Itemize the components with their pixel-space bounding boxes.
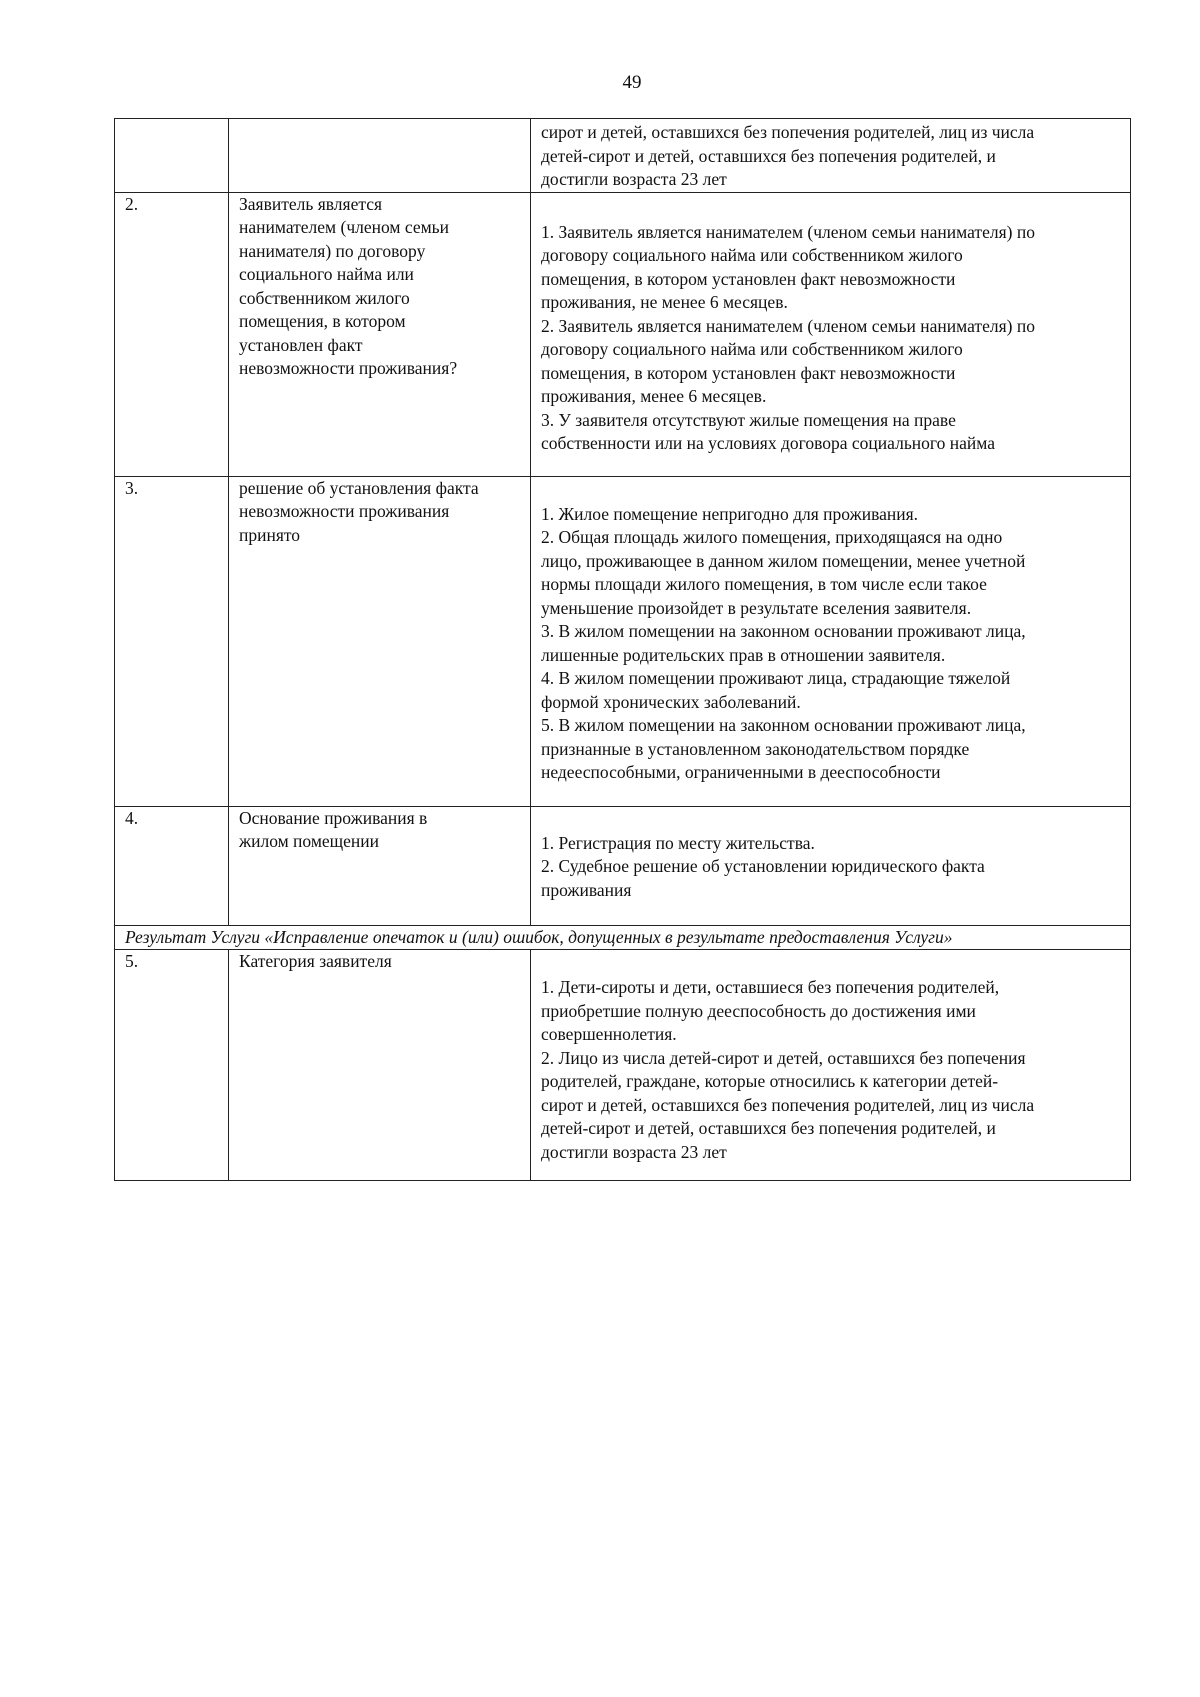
criterion-value-line: достигли возраста 23 лет [541, 1141, 727, 1162]
criterion-value-line: нормы площади жилого помещения, в том числе если такое [541, 574, 987, 594]
criterion-value-line: приобретшие полную дееспособность до достижения ими [541, 1000, 976, 1021]
criterion-label [229, 192, 531, 476]
criterion-value-line: 1. Жилое помещение непригодно для проживания. [541, 503, 919, 524]
criterion-label-line: установлен факт [239, 334, 363, 355]
criterion-value-line: 1. Регистрация по месту жительства. [541, 832, 815, 853]
criterion-label-line: Категория заявителя [239, 951, 392, 971]
criterion-value-line: проживания, не менее 6 месяцев. [541, 292, 788, 312]
criterion-value-line: договору социального найма или собственником жилого [541, 245, 963, 265]
criterion-value-line: лишенные родительских прав в отношении заявителя. [541, 644, 946, 665]
criterion-value-line: сирот и детей, оставшихся без попечения родителей, лиц из числа [541, 122, 1035, 142]
table-row [115, 950, 1131, 1181]
criterion-label-line: невозможности проживания? [239, 358, 458, 378]
criterion-label [229, 950, 531, 1181]
criterion-label-line: собственником жилого [239, 287, 410, 308]
criterion-label-line: невозможности проживания [239, 501, 450, 521]
criterion-value-line: недееспособными, ограниченными в дееспособности [541, 762, 941, 782]
criterion-value-line: договору социального найма или собственником жилого [541, 339, 963, 359]
section-header-row [115, 925, 1131, 950]
criterion-label-line: Заявитель является [239, 193, 383, 214]
criterion-value-line: достигли возраста 23 лет [541, 169, 727, 189]
table-row [115, 806, 1131, 925]
criterion-label-line: помещения, в котором [239, 311, 406, 331]
table-row [115, 192, 1131, 476]
section-title: Результат Услуги «Исправление опечаток и (или) ошибок, допущенных в результате предоставления Услуги» [115, 925, 1131, 950]
criterion-value-line: детей-сирот и детей, оставшихся без попечения родителей, и [541, 1118, 996, 1138]
criterion-label-line: нанимателя) по договору [239, 240, 426, 261]
criterion-label [229, 119, 531, 193]
criterion-value-line: 5. В жилом помещении на законном основании проживают лица, [541, 715, 1026, 735]
criterion-values [531, 119, 1131, 193]
criterion-value-line: 1. Дети-сироты и дети, оставшиеся без попечения родителей, [541, 977, 1000, 997]
criterion-label-line: нанимателем (членом семьи [239, 217, 450, 237]
criterion-value-line: 3. В жилом помещении на законном основании проживают лица, [541, 621, 1026, 641]
criterion-label [229, 476, 531, 806]
criterion-value-line: 2. Заявитель является нанимателем (членом семьи нанимателя) по [541, 315, 1035, 336]
table-row [115, 119, 1131, 193]
criterion-value-line: проживания, менее 6 месяцев. [541, 386, 767, 406]
criterion-values [531, 806, 1131, 925]
criterion-label-line: решение об установления факта [239, 477, 479, 498]
criterion-label-line: принято [239, 524, 301, 545]
criterion-values [531, 192, 1131, 476]
criterion-label-line: Основание проживания в [239, 807, 428, 828]
criterion-value-line: проживания [541, 879, 632, 900]
table-row [115, 476, 1131, 806]
criterion-value-line: родителей, граждане, которые относились к категории детей- [541, 1071, 999, 1091]
criterion-value-line: 1. Заявитель является нанимателем (членом семьи нанимателя) по [541, 221, 1035, 242]
row-number: 2. [115, 192, 229, 476]
criterion-value-line: помещения, в котором установлен факт невозможности [541, 268, 956, 289]
row-number: 4. [115, 806, 229, 925]
criteria-table [114, 118, 1131, 1181]
criterion-values [531, 950, 1131, 1181]
criterion-value-line: совершеннолетия. [541, 1024, 677, 1044]
criterion-value-line: 3. У заявителя отсутствуют жилые помещения на праве [541, 409, 956, 430]
criterion-value-line: лицо, проживающее в данном жилом помещении, менее учетной [541, 550, 1026, 571]
criterion-value-line: 2. Судебное решение об установлении юридического факта [541, 856, 985, 876]
criterion-label-line: социального найма или [239, 264, 414, 284]
criterion-value-line: 2. Общая площадь жилого помещения, приходящаяся на одно [541, 527, 1003, 547]
row-number: 5. [115, 950, 229, 1181]
row-number: 3. [115, 476, 229, 806]
criterion-value-line: признанные в установленном законодательством порядке [541, 738, 970, 759]
row-number [115, 119, 229, 193]
criterion-label [229, 806, 531, 925]
criterion-value-line: детей-сирот и детей, оставшихся без попечения родителей, и [541, 145, 996, 166]
criterion-value-line: собственности или на условиях договора социального найма [541, 433, 996, 453]
page-number: 49 [622, 72, 642, 93]
criterion-value-line: формой хронических заболеваний. [541, 691, 801, 712]
criterion-value-line: 4. В жилом помещении проживают лица, страдающие тяжелой [541, 668, 1011, 688]
criterion-values [531, 476, 1131, 806]
criterion-value-line: сирот и детей, оставшихся без попечения родителей, лиц из числа [541, 1094, 1035, 1115]
criterion-value-line: 2. Лицо из числа детей-сирот и детей, оставшихся без попечения [541, 1047, 1026, 1068]
criterion-label-line: жилом помещении [239, 831, 380, 851]
criterion-value-line: помещения, в котором установлен факт невозможности [541, 362, 956, 383]
criterion-value-line: уменьшение произойдет в результате вселения заявителя. [541, 597, 972, 618]
